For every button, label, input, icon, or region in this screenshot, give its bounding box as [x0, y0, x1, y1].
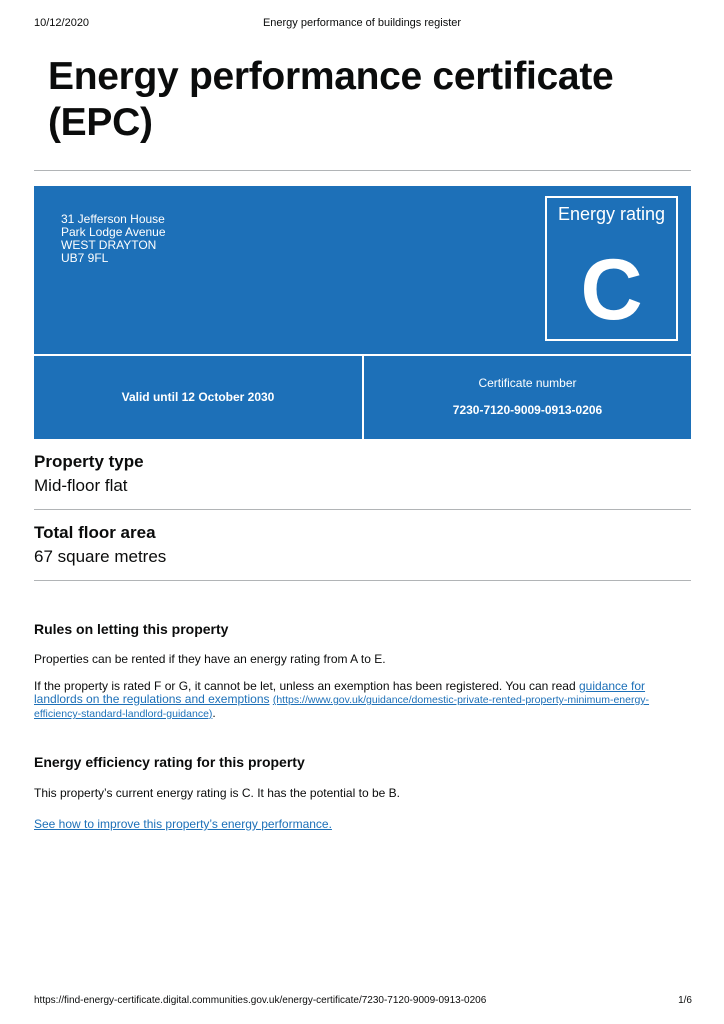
certificate-number-label: Certificate number: [478, 376, 577, 390]
divider: [34, 509, 691, 510]
landlord-guidance-link[interactable]: guidance for landlords on the regulations and exemptions: [34, 679, 646, 706]
letting-rules-text: Properties can be rented if they have an energy rating from A to E.: [34, 652, 386, 666]
efficiency-heading: Energy efficiency rating for this property: [34, 754, 305, 770]
divider: [34, 170, 691, 171]
address-line-3: WEST DRAYTON: [61, 238, 157, 252]
letting-exemption-text: [34, 680, 694, 721]
energy-rating-box: [545, 196, 678, 341]
footer-url: https://find-energy-certificate.digital.communities.gov.uk/energy-certificate/7230-7120-9009-0913-0206: [34, 995, 487, 1006]
floor-area-value: 67 square metres: [34, 547, 167, 566]
letting-rules-heading: Rules on letting this property: [34, 621, 229, 637]
certificate-number: 7230-7120-9009-0913-0206: [452, 403, 603, 417]
certificate-summary-panel: [34, 186, 691, 439]
address-line-1: 31 Jefferson House: [61, 212, 165, 226]
valid-until: Valid until 12 October 2030: [121, 389, 275, 404]
print-date: 10/12/2020: [34, 17, 90, 29]
letting-exemption-prefix: If the property is rated F or G, it cannot be let, unless an exemption has been registered. You can read: [34, 679, 579, 693]
energy-rating-label: Energy rating: [557, 204, 666, 224]
letting-exemption-suffix: .: [212, 706, 216, 720]
property-type-heading: Property type: [34, 452, 144, 471]
energy-rating-letter: C: [580, 242, 643, 338]
page-number: 1/6: [678, 995, 692, 1006]
address-line-2: Park Lodge Avenue: [61, 225, 166, 239]
panel-divider-vertical: [362, 354, 364, 439]
address-postcode: UB7 9FL: [61, 251, 109, 265]
property-address: [61, 213, 166, 265]
print-header-title: Energy performance of buildings register: [262, 17, 462, 29]
floor-area-heading: Total floor area: [34, 523, 156, 542]
improve-performance-link-wrap: [34, 818, 694, 831]
page-title: Energy performance certificate (EPC): [48, 55, 614, 144]
property-type-value: Mid-floor flat: [34, 476, 128, 495]
landlord-guidance-url[interactable]: (https://www.gov.uk/guidance/domestic-private-rented-property-minimum-energy-efficiency-standard-landlord-guidance): [34, 694, 650, 720]
improve-performance-link[interactable]: See how to improve this property’s energy performance.: [34, 817, 332, 831]
divider: [34, 580, 691, 581]
efficiency-text: This property’s current energy rating is C. It has the potential to be B.: [34, 786, 400, 800]
